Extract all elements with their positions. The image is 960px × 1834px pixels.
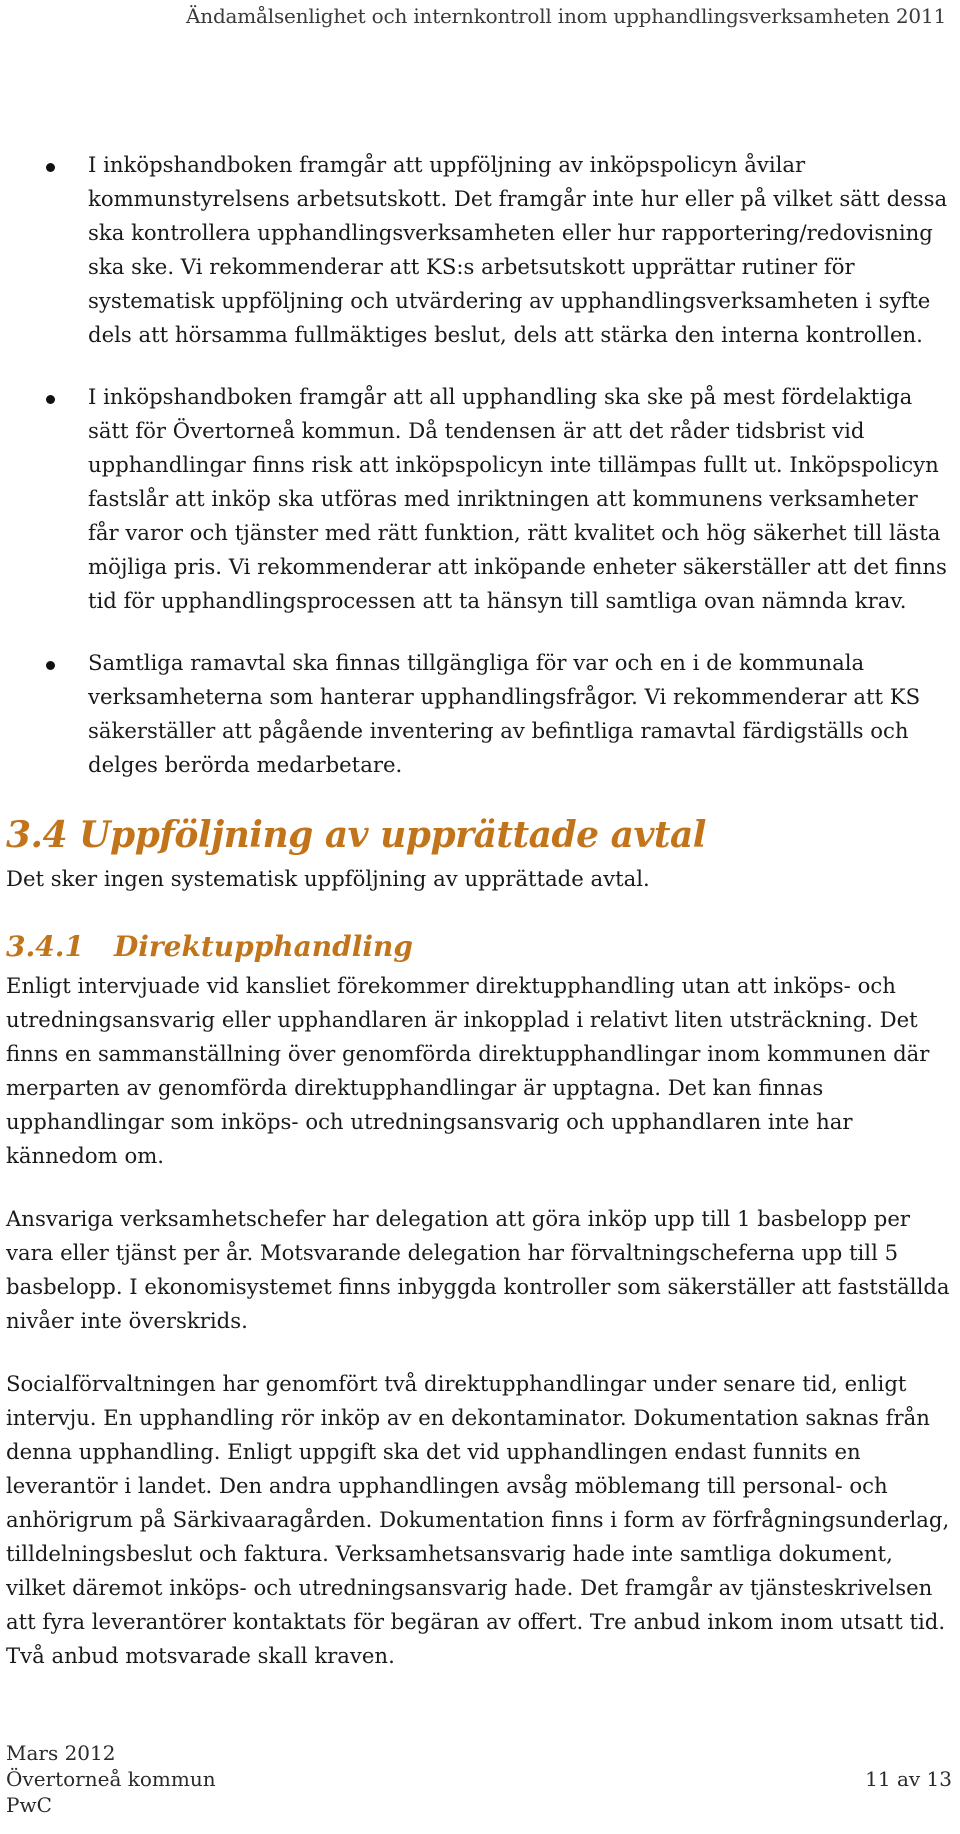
list-item — [6, 148, 952, 352]
list-item — [6, 380, 952, 618]
page-number: 11 av 13 — [865, 1767, 952, 1791]
paragraph: Enligt intervjuade vid kansliet förekommer direktupphandling utan att inköps- och utredningsansvarig eller upphandlaren är inkopplad i relativt liten utsträckning. Det finns en sammanställning över genomförda direktupphandlingar inom kommunen där merparten av genomförda direktupphandlingar är upptagna. Det kan finnas upphandlingar som inköps- och utredningsansvarig och upphandlaren inte har kännedom om. — [6, 973, 930, 1168]
subsection-heading — [6, 925, 952, 969]
running-header: Ändamålsenlighet och internkontroll inom upphandlingsverksamheten 2011 — [186, 4, 946, 28]
document-body — [6, 148, 952, 1673]
list-item-text: I inköpshandboken framgår att all upphandling ska ske på mest fördelaktiga sätt för Övertorneå kommun. Då tendensen är att det råder tidsbrist vid upphandlingar finns risk att inköpspolicyn inte tillämpas fullt ut. Inköpspolicyn fastslår att inköp ska utföras med inriktningen att kommunens verksamheter får varor och tjänster med rätt funktion, rätt kvalitet och hög säkerhet till lästa möjliga pris. Vi rekommenderar att inköpande enheter säkerställer att det finns tid för upphandlingsprocessen att ta hänsyn till samtliga ovan nämnda krav. — [88, 384, 947, 613]
list-item — [6, 646, 952, 782]
list-item-text: Samtliga ramavtal ska finnas tillgängliga för var och en i de kommunala verksamheterna som hanterar upphandlingsfrågor. Vi rekommenderar att KS säkerställer att pågående inventering av befintliga ramavtal färdigställs och delges berörda medarbetare. — [88, 650, 921, 777]
footer-date: Mars 2012 — [6, 1741, 116, 1765]
list-item-text: I inköpshandboken framgår att uppföljning av inköpspolicyn åvilar kommunstyrelsens arbetsutskott. Det framgår inte hur eller på vilket sätt dessa ska kontrollera upphandlingsverksamheten eller hur rapportering/redovisning ska ske. Vi rekommenderar att KS:s arbetsutskott upprättar rutiner för systematisk uppföljning och utvärdering av upphandlingsverksamheten i syfte dels att hörsamma fullmäktiges beslut, dels att stärka den interna kontrollen. — [88, 152, 948, 347]
bullet-icon — [46, 163, 55, 172]
footer-organization: Övertorneå kommun — [6, 1767, 216, 1791]
paragraph: Ansvariga verksamhetschefer har delegation att göra inköp upp till 1 basbelopp per vara eller tjänst per år. Motsvarande delegation har förvaltningscheferna upp till 5 basbelopp. I ekonomisystemet finns inbyggda kontroller som säkerställer att fastställda nivåer inte överskrids. — [6, 1206, 950, 1333]
paragraph: Socialförvaltningen har genomfört två direktupphandlingar under senare tid, enligt intervju. En upphandling rör inköp av en dekontaminator. Dokumentation saknas från denna upphandling. Enligt uppgift ska det vid upphandlingen endast funnits en leverantör i landet. Den andra upphandlingen avsåg möblemang till personal- och anhörigrum på Särkivaaragården. Dokumentation finns i form av förfrågningsunderlag, tilldelningsbeslut och faktura. Verksamhetsansvarig hade inte samtliga dokument, vilket däremot inköps- och utredningsansvarig hade. Det framgår av tjänsteskrivelsen att fyra leverantörer kontaktats för begäran av offert. Tre anbud inkom inom utsatt tid. Två anbud motsvarade skall kraven. — [6, 1371, 950, 1668]
footer-author: PwC — [6, 1793, 52, 1817]
bullet-icon — [46, 661, 55, 670]
subsection-title: Direktupphandling — [113, 930, 413, 963]
section-heading: 3.4 Uppföljning av upprättade avtal — [6, 814, 706, 856]
bullet-icon — [46, 395, 55, 404]
page-footer — [6, 1740, 952, 1818]
subsection-number: 3.4.1 — [6, 930, 84, 963]
section-intro: Det sker ingen systematisk uppföljning av upprättade avtal. — [6, 866, 650, 891]
recommendation-list — [6, 148, 952, 782]
